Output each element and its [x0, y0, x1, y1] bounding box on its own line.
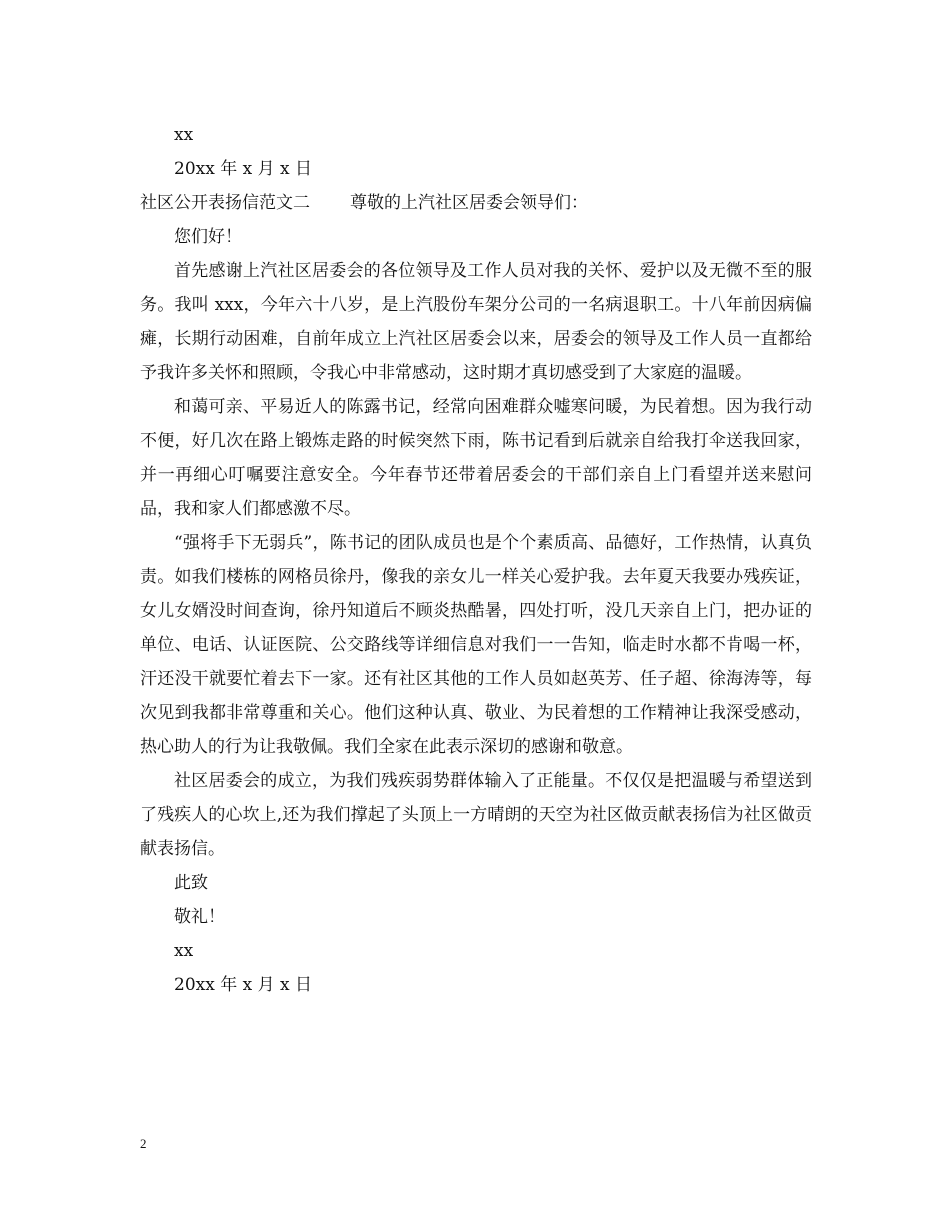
closing-line-1: 此致: [174, 873, 208, 893]
paragraph-2: 和蔼可亲、平易近人的陈露书记，经常向困难群众嘘寒问暖，为民着想。因为我行动不便，好几次在路上锻炼走路的时候突然下雨，陈书记看到后就亲自给我打伞送我回家，并一再细心叮嘱要注意安全。今年春节还带着居委会的干部们亲自上门看望并送来慰问品，我和家人们都感激不尽。: [140, 397, 812, 519]
title-row: [140, 186, 812, 220]
bottom-signature: xx: [174, 941, 194, 961]
section-title: 社区公开表扬信范文二: [140, 193, 310, 213]
bottom-date: 20xx 年 x 月 x 日: [174, 975, 313, 995]
top-date: 20xx 年 x 月 x 日: [174, 159, 313, 179]
letter-body: [140, 118, 812, 1002]
page-number: 2: [140, 1136, 147, 1151]
salutation: 尊敬的上汽社区居委会领导们：: [350, 193, 588, 213]
greeting: 您们好！: [174, 227, 242, 247]
paragraph-3: “强将手下无弱兵”，陈书记的团队成员也是个个素质高、品德好，工作热情，认真负责。如我们楼栋的网格员徐丹，像我的亲女儿一样关心爱护我。去年夏天我要办残疾证，女儿女婿没时间查询，徐丹知道后不顾炎热酷暑，四处打听，没几天亲自上门，把办证的单位、电话、认证医院、公交路线等详细信息对我们一一告知，临走时水都不肯喝一杯，汗还没干就要忙着去下一家。还有社区其他的工作人员如赵英芳、任子超、徐海涛等，每次见到我都非常尊重和关心。他们这种认真、敬业、为民着想的工作精神让我深受感动，热心助人的行为让我敬佩。我们全家在此表示深切的感谢和敬意。: [140, 533, 812, 757]
top-signature: xx: [174, 125, 194, 145]
paragraph-1: 首先感谢上汽社区居委会的各位领导及工作人员对我的关怀、爱护以及无微不至的服务。我叫 xxx，今年六十八岁，是上汽股份车架分公司的一名病退职工。十八年前因病偏瘫，长期行动困难，自前年成立上汽社区居委会以来，居委会的领导及工作人员一直都给予我许多关怀和照顾，令我心中非常感动，这时期才真切感受到了大家庭的温暖。: [140, 261, 812, 383]
paragraph-4: 社区居委会的成立，为我们残疾弱势群体输入了正能量。不仅仅是把温暖与希望送到了残疾人的心坎上,还为我们撑起了头顶上一方晴朗的天空为社区做贡献表扬信为社区做贡献表扬信。: [140, 771, 812, 859]
closing-line-2: 敬礼！: [174, 907, 225, 927]
